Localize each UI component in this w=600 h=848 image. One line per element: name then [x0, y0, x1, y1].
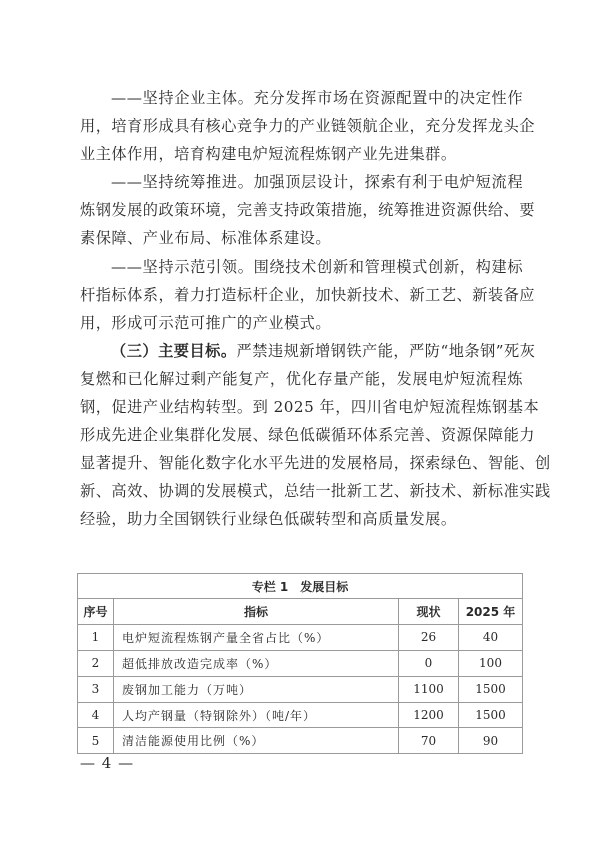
cell-no: 2	[78, 650, 114, 676]
cell-target: 100	[459, 650, 523, 676]
table-title: 专栏 1 发展目标	[78, 574, 523, 599]
paragraph-line: 炼钢发展的政策环境，完善支持政策措施，统筹推进资源供给、要	[80, 201, 535, 220]
paragraph-line: 形成先进企业集群化发展、绿色低碳循环体系完善、资源保障能力	[80, 426, 535, 445]
paragraph-line: 严禁违规新增钢铁产能，严防“地条钢”死灰	[236, 341, 536, 360]
table-row	[78, 728, 523, 754]
development-goals-table	[77, 573, 523, 754]
paragraph-line: 复燃和已化解过剩产能复产，优化存量产能，发展电炉短流程炼	[80, 369, 523, 388]
paragraph-line: ——坚持统筹推进。加强顶层设计，探索有利于电炉短流程	[111, 173, 523, 192]
table-title-row	[78, 574, 523, 599]
cell-indicator: 超低排放改造完成率（%）	[114, 650, 399, 676]
paragraph-line: 用，培育形成具有核心竞争力的产业链领航企业，充分发挥龙头企	[80, 117, 535, 136]
cell-target: 90	[459, 728, 523, 754]
header-indicator: 指标	[114, 599, 399, 625]
paragraph-line: 用，形成可示范可推广的产业模式。	[80, 313, 331, 332]
paragraph-line: 素保障、产业布局、标准体系建设。	[80, 229, 331, 248]
paragraph-line: 钢，促进产业结构转型。到 2025 年，四川省电炉短流程炼钢基本	[80, 398, 540, 417]
table-row	[78, 650, 523, 676]
paragraph-line: 杆指标体系，着力打造标杆企业，加快新技术、新工艺、新装备应	[80, 285, 535, 304]
cell-indicator: 电炉短流程炼钢产量全省占比（%）	[114, 624, 399, 650]
cell-target: 40	[459, 624, 523, 650]
cell-no: 4	[78, 702, 114, 728]
table-row	[78, 624, 523, 650]
table-row	[78, 702, 523, 728]
cell-current: 0	[399, 650, 459, 676]
paragraph-line: 显著提升、智能化数字化水平先进的发展格局，探索绿色、智能、创	[80, 454, 551, 473]
page-number: — 4 —	[80, 754, 135, 772]
cell-indicator: 废钢加工能力（万吨）	[114, 676, 399, 702]
paragraph-line: 新、高效、协调的发展模式，总结一批新工艺、新技术、新标准实践	[80, 482, 551, 501]
cell-no: 5	[78, 728, 114, 754]
cell-indicator: 人均产钢量（特钢除外）（吨/年）	[114, 702, 399, 728]
cell-current: 70	[399, 728, 459, 754]
header-no: 序号	[78, 599, 114, 625]
cell-no: 3	[78, 676, 114, 702]
header-target: 2025 年	[459, 599, 523, 625]
cell-target: 1500	[459, 676, 523, 702]
cell-current: 1200	[399, 702, 459, 728]
cell-no: 1	[78, 624, 114, 650]
cell-indicator: 清洁能源使用比例（%）	[114, 728, 399, 754]
body-text	[80, 84, 551, 534]
section-heading: （三）主要目标。	[111, 341, 237, 360]
table-header-row	[78, 599, 523, 625]
cell-current: 26	[399, 624, 459, 650]
paragraph-line: 经验，助力全国钢铁行业绿色低碳转型和高质量发展。	[80, 510, 457, 529]
paragraph-line: 业主体作用，培育构建电炉短流程炼钢产业先进集群。	[80, 145, 457, 164]
cell-current: 1100	[399, 676, 459, 702]
header-current: 现状	[399, 599, 459, 625]
section-heading-line	[80, 337, 536, 365]
cell-target: 1500	[459, 702, 523, 728]
paragraph-line: ——坚持示范引领。围绕技术创新和管理模式创新，构建标	[111, 257, 523, 276]
table-row	[78, 676, 523, 702]
paragraph-line: ——坚持企业主体。充分发挥市场在资源配置中的决定性作	[111, 89, 523, 107]
